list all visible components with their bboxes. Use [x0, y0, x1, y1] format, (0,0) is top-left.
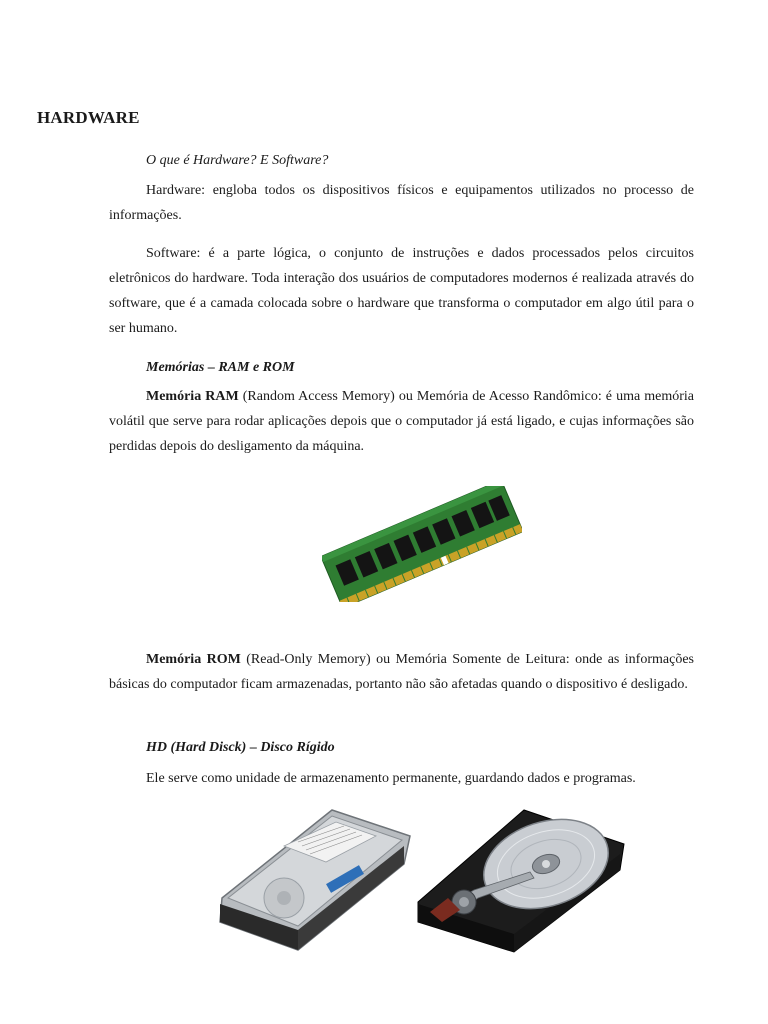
page-title: HARDWARE — [37, 108, 140, 127]
rom-lead: Memória ROM — [146, 652, 241, 667]
paragraph-hd: Ele serve como unidade de armazenamento permanente, guardando dados e programas. — [146, 771, 636, 786]
section-heading-hardware-software: O que é Hardware? E Software? — [146, 153, 329, 168]
hard-disk-closed-image — [214, 806, 414, 954]
section-heading-memorias: Memórias – RAM e ROM — [146, 360, 295, 375]
ram-lead: Memória RAM — [146, 389, 239, 404]
paragraph-hardware: Hardware: engloba todos os dispositivos físicos e equipamentos utilizados no processo de informações. — [109, 183, 694, 223]
rom-text: (Read-Only Memory) ou Memória Somente de Leitura: onde as informações básicas do computador ficam armazenadas, portanto não são afetadas quando o dispositivo é desligado. — [109, 652, 694, 692]
ram-module-image — [322, 486, 522, 602]
section-heading-hd: HD (Hard Disck) – Disco Rígido — [146, 740, 335, 755]
paragraph-rom — [109, 647, 694, 697]
paragraph-ram — [109, 384, 694, 459]
ram-text: (Random Access Memory) ou Memória de Acesso Randômico: é uma memória volátil que serve para rodar aplicações depois que o computador já está ligado, e cujas informações são perdidas depois do desligamento da máquina. — [109, 389, 694, 454]
hard-disk-open-image — [414, 806, 628, 954]
paragraph-software: Software: é a parte lógica, o conjunto de instruções e dados processados pelos circuitos eletrônicos do hardware. Toda interação dos usuários de computadores modernos é realizada através do software, que é a camada colocada sobre o hardware que transforma o computador em algo útil para o ser humano. — [109, 246, 694, 336]
